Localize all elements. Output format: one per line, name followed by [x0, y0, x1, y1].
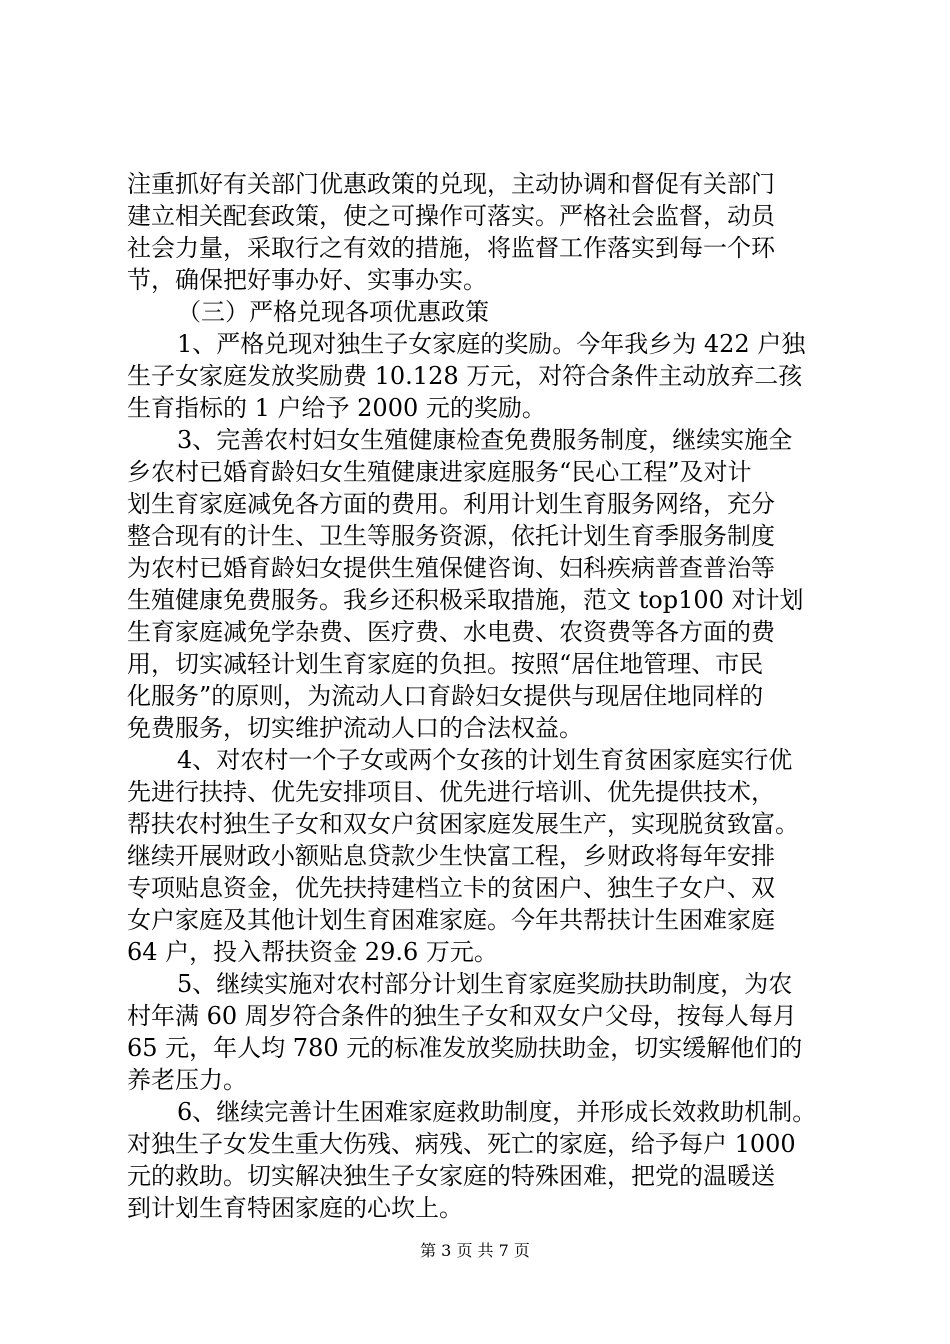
text-line: 建立相关配套政策，使之可操作可落实。严格社会监督，动员	[127, 202, 775, 230]
text-line: 乡农村已婚育龄妇女生殖健康进家庭服务“民心工程”及对计	[127, 458, 752, 486]
text-line: 化服务”的原则，为流动人口育龄妇女提供与现居住地同样的	[127, 682, 764, 710]
text-line: 用，切实减轻计划生育家庭的负担。按照“居住地管理、市民	[127, 650, 764, 678]
text-line: 女户家庭及其他计划生育困难家庭。今年共帮扶计生困难家庭	[127, 906, 775, 934]
paragraph-first-line: 5、继续实施对农村部分计划生育家庭奖励扶助制度，为农	[177, 970, 793, 998]
text-line: 节，确保把好事办好、实事办实。	[127, 266, 487, 294]
text-line: 生育家庭减免学杂费、医疗费、水电费、农资费等各方面的费	[127, 618, 775, 646]
text-line: 65 元，年人均 780 元的标准发放奖励扶助金，切实缓解他们的	[127, 1034, 803, 1062]
text-line: 帮扶农村独生子女和双女户贫困家庭发展生产，实现脱贫致富。	[127, 810, 799, 838]
text-line: 免费服务，切实维护流动人口的合法权益。	[127, 714, 583, 742]
text-line: 64 户，投入帮扶资金 29.6 万元。	[127, 938, 498, 966]
text-line: 村年满 60 周岁符合条件的独生子女和双女户父母，按每人每月	[127, 1002, 797, 1030]
text-line: 到计划生育特困家庭的心坎上。	[127, 1194, 463, 1222]
text-line: 对独生子女发生重大伤残、病残、死亡的家庭，给予每户 1000	[127, 1130, 796, 1158]
text-line: 继续开展财政小额贴息贷款少生快富工程，乡财政将每年安排	[127, 842, 775, 870]
paragraph-first-line: 1、严格兑现对独生子女家庭的奖励。今年我乡为 422 户独	[177, 330, 806, 358]
document-body	[127, 168, 839, 1224]
text-line: 生育指标的 1 户给予 2000 元的奖励。	[127, 394, 546, 422]
page-number-footer: 第 3 页 共 7 页	[420, 1241, 530, 1260]
text-line: 生殖健康免费服务。我乡还积极采取措施，范文 top100 对计划	[127, 586, 804, 614]
text-line: 养老压力。	[127, 1066, 247, 1094]
text-line: 元的救助。切实解决独生子女家庭的特殊困难，把党的温暖送	[127, 1162, 775, 1190]
text-line: 先进行扶持、优先安排项目、优先进行培训、优先提供技术，	[127, 778, 775, 806]
text-line: 整合现有的计生、卫生等服务资源，依托计划生育季服务制度	[127, 522, 775, 550]
text-line: 划生育家庭减免各方面的费用。利用计划生育服务网络，充分	[127, 490, 775, 518]
text-line: 生子女家庭发放奖励费 10.128 万元，对符合条件主动放弃二孩	[127, 362, 803, 390]
paragraph-first-line: （三）严格兑现各项优惠政策	[177, 298, 489, 326]
paragraph-first-line: 3、完善农村妇女生殖健康检查免费服务制度，继续实施全	[177, 426, 793, 454]
text-line: 专项贴息资金，优先扶持建档立卡的贫困户、独生子女户、双	[127, 874, 775, 902]
paragraph-first-line: 6、继续完善计生困难家庭救助制度，并形成长效救助机制。	[177, 1098, 817, 1126]
paragraph-first-line: 4、对农村一个子女或两个女孩的计划生育贫困家庭实行优	[177, 746, 793, 774]
text-line: 为农村已婚育龄妇女提供生殖保健咨询、妇科疾病普查普治等	[127, 554, 775, 582]
text-line: 社会力量，采取行之有效的措施，将监督工作落实到每一个环	[127, 234, 775, 262]
text-line: 注重抓好有关部门优惠政策的兑现，主动协调和督促有关部门	[127, 170, 775, 198]
